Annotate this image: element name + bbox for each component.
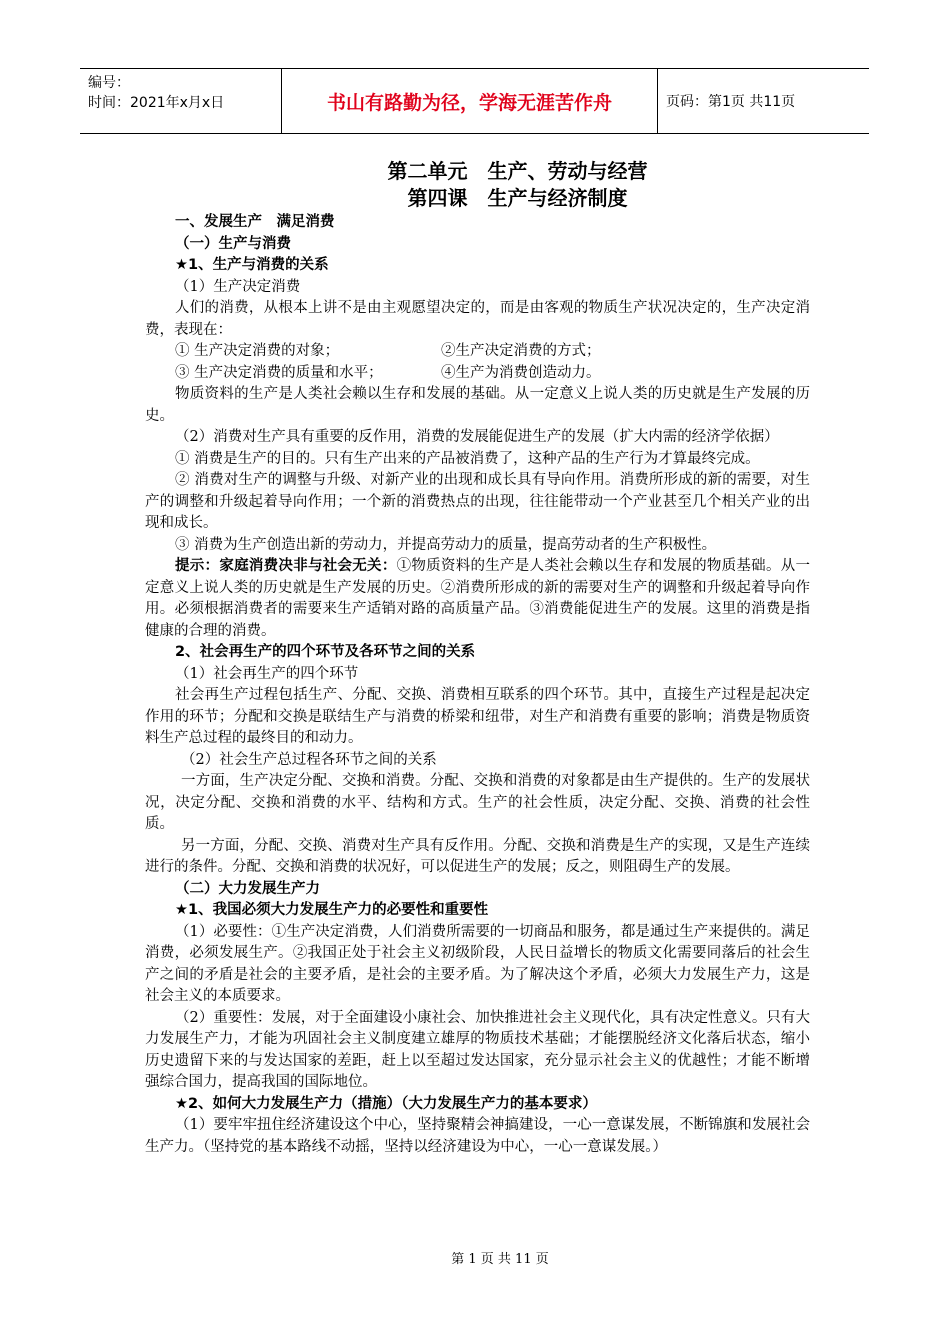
paragraph: ③ 消费为生产创造出新的劳动力，并提高劳动力的质量，提高劳动者的生产积极性。 — [175, 536, 717, 553]
paragraph: （1）必要性：①生产决定消费，人们消费所需要的一切商品和服务，都是通过生产来提供的。满足消费，必须发展生产。②我国正处于社会主义初级阶段，人民日益增长的物质文化需要同落后的社会生产之间的矛盾是社会的主要矛盾，是社会的主要矛盾。为了解决这个矛盾，必须大力发展生产力，这是社会主义的本质要求。 — [145, 923, 810, 1004]
page-info: 页码：第1页 共11页 — [666, 94, 796, 110]
tip-label: 提示：家庭消费决非与社会无关： — [175, 558, 397, 574]
subsection-heading: （二）大力发展生产力 — [175, 880, 320, 897]
topic-heading: 2、社会再生产的四个环节及各环节之间的关系 — [175, 644, 476, 660]
time-label: 时间：2021年x月x日 — [88, 95, 225, 111]
point-heading: （2）消费对生产具有重要的反作用，消费的发展能促进生产的发展（扩大内需的经济学依据） — [175, 429, 779, 445]
list-item: ③ 生产决定消费的质量和水平； — [175, 364, 383, 381]
point-heading: （2）社会生产总过程各环节之间的关系 — [181, 751, 437, 768]
tip-text: ①物质资料的生产是人类社会赖以生存和发展的物质基础。从一定意义上说人类的历史就是生产发展的历史。②消费所形成的新的需要对生产的调整和升级起着导向作用。必须根据消费者的需要来生产适销对路的高质量产品。③消费能促进生产的发展。这里的消费是指健康的合理的消费。 — [145, 558, 810, 639]
header-left-cell — [80, 69, 282, 133]
page-header — [80, 68, 869, 134]
list-item: ④生产为消费创造动力。 — [441, 364, 601, 381]
paragraph: 一方面，生产决定分配、交换和消费。分配、交换和消费的对象都是由生产提供的。生产的发展状况，决定分配、交换和消费的水平、结构和方式。生产的社会性质，决定分配、交换、消费的社会性质。 — [145, 773, 810, 832]
paragraph: 人们的消费，从根本上讲不是由主观愿望决定的，而是由客观的物质生产状况决定的，生产决定消费，表现在： — [145, 300, 810, 338]
paragraph: ① 消费是生产的目的。只有生产出来的产品被消费了，这种产品的生产行为才算最终完成。 — [175, 450, 760, 467]
paragraph: 另一方面，分配、交换、消费对生产具有反作用。分配、交换和消费是生产的实现，又是生产连续进行的条件。分配、交换和消费的状况好，可以促进生产的发展；反之，则阻碍生产的发展。 — [145, 837, 810, 875]
paragraph: ② 消费对生产的调整与升级、对新产业的出现和成长具有导向作用。消费所形成的新的需要，对生产的调整和升级起着导向作用；一个新的消费热点的出现，往往能带动一个产业甚至几个相关产业的出现和成长。 — [145, 472, 810, 531]
tip-paragraph — [145, 556, 810, 642]
paragraph: （2）重要性：发展，对于全面建设小康社会、加快推进社会主义现代化，具有决定性意义。只有大力发展生产力，才能为巩固社会主义制度建立雄厚的物质技术基础；才能摆脱经济文化落后状态，缩小历史遗留下来的与发达国家的差距，赶上以至超过发达国家，充分显示社会主义的优越性；才能不断增强综合国力，提高我国的国际地位。 — [145, 1009, 810, 1090]
number-label: 编号： — [88, 75, 130, 91]
point-heading: （1）社会再生产的四个环节 — [175, 665, 359, 682]
section-heading: 一、发展生产 满足消费 — [175, 214, 335, 230]
list-row — [145, 363, 810, 385]
unit-title: 第二单元 生产、劳动与经营 — [387, 159, 648, 183]
list-row — [145, 341, 810, 363]
list-item: ②生产决定消费的方式； — [441, 343, 601, 359]
list-item: ① 生产决定消费的对象； — [175, 343, 340, 359]
motto: 书山有路勤为径，学海无涯苦作舟 — [282, 69, 658, 133]
paragraph: 物质资料的生产是人类社会赖以生存和发展的基础。从一定意义上说人类的历史就是生产发展的历史。 — [145, 386, 810, 424]
subsection-heading: （一）生产与消费 — [175, 235, 291, 252]
paragraph: （1）要牢牢扭住经济建设这个中心，坚持聚精会神搞建设，一心一意谋发展，不断锦旗和发展社会生产力。（坚持党的基本路线不动摇，坚持以经济建设为中心，一心一意谋发展。） — [145, 1117, 810, 1155]
lesson-title: 第四课 生产与经济制度 — [407, 186, 628, 210]
topic-heading: ★1、生产与消费的关系 — [175, 257, 329, 273]
topic-heading: ★1、我国必须大力发展生产力的必要性和重要性 — [175, 902, 489, 918]
document-body — [145, 158, 810, 1158]
page-footer: 第 1 页 共 11 页 — [451, 1252, 549, 1267]
point-heading: （1）生产决定消费 — [175, 278, 301, 295]
paragraph: 社会再生产过程包括生产、分配、交换、消费相互联系的四个环节。其中，直接生产过程是起决定作用的环节；分配和交换是联结生产与消费的桥梁和纽带，对生产和消费有重要的影响；消费是物质资料生产总过程的最终目的和动力。 — [145, 687, 810, 746]
topic-heading: ★2、如何大力发展生产力（措施）（大力发展生产力的基本要求） — [175, 1095, 597, 1112]
